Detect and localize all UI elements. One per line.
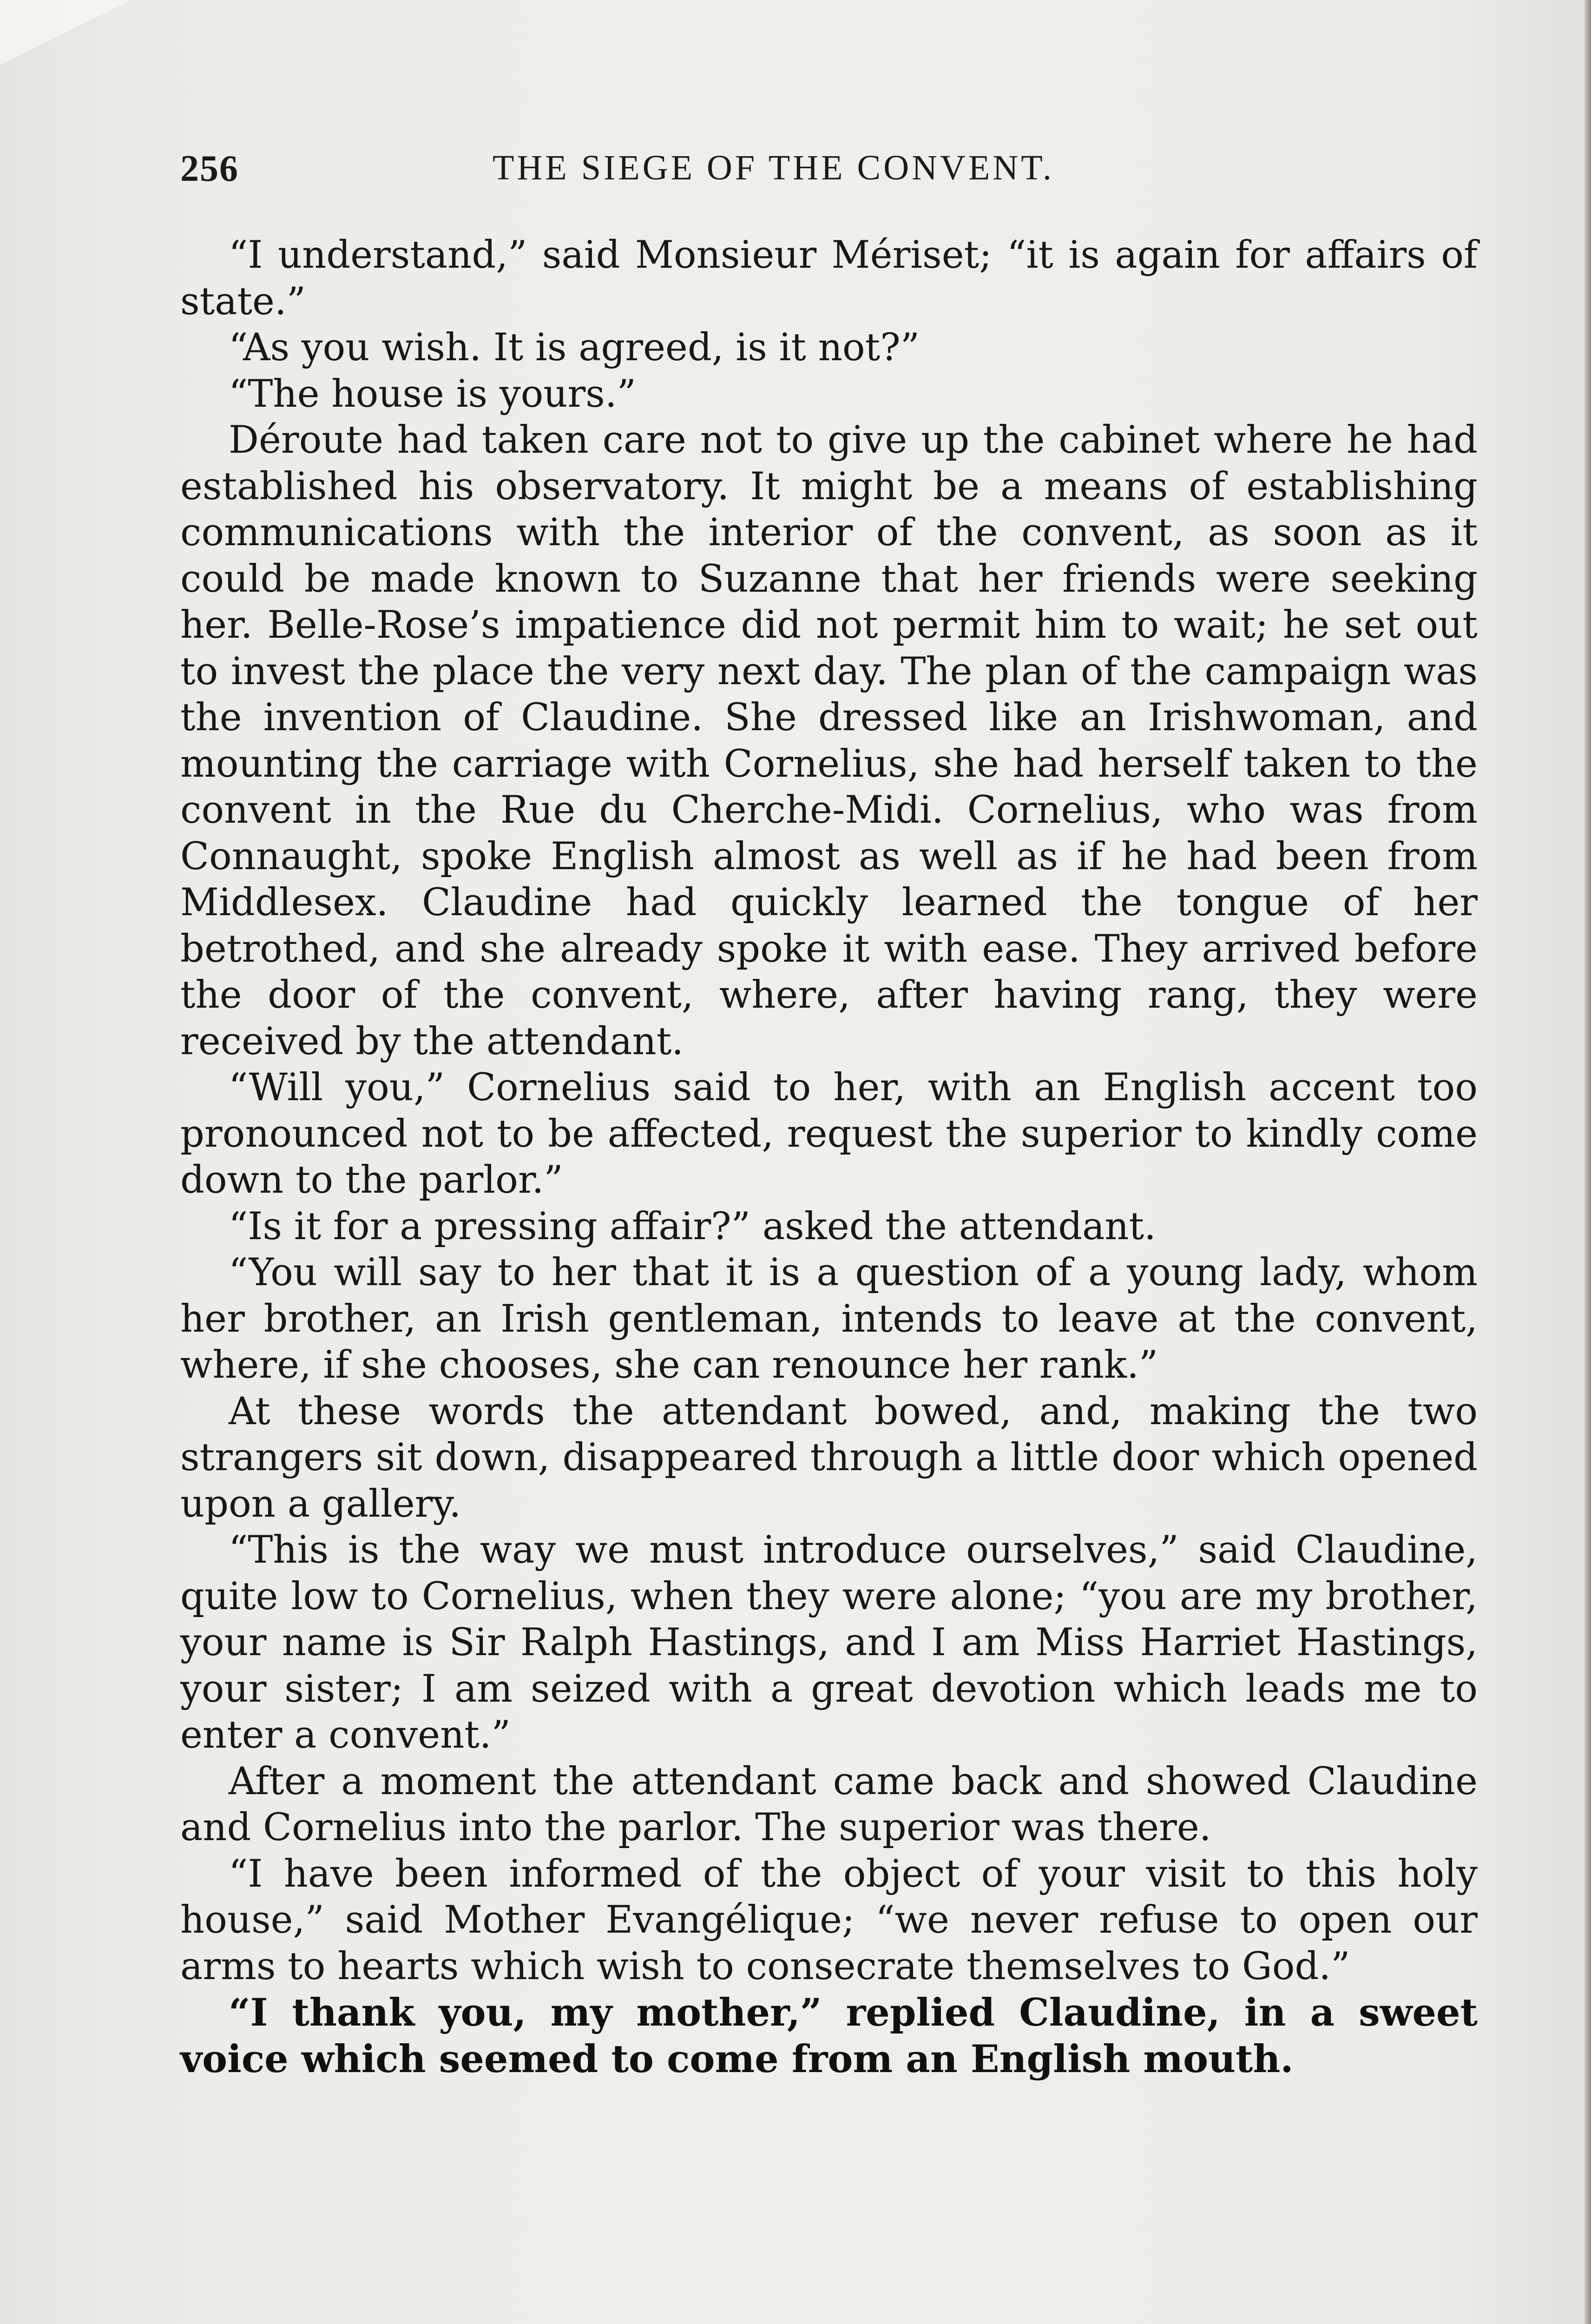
paragraph: “I thank you, my mother,” replied Claudine, in a sweet voice which seemed to come from an English mouth. — [180, 1991, 1478, 2081]
page-edge-shadow — [1584, 0, 1591, 2324]
page-number: 256 — [180, 148, 239, 189]
paragraph: “The house is yours.” — [229, 372, 636, 416]
body-text — [180, 232, 1478, 2082]
paragraph: “Will you,” Cornelius said to her, with an English accent too pronounced not to be affected, request the superior to kindly come down to the parlor.” — [180, 1066, 1478, 1202]
paragraph: “This is the way we must introduce ourselves,” said Claudine, quite low to Cornelius, when they were alone; “you are my brother, your name is Sir Ralph Hastings, and I am Miss Harriet Hastings, your sister; I am seized with a great devotion which leads me to enter a convent.” — [180, 1528, 1478, 1757]
paragraph: “As you wish. It is agreed, is it not?” — [229, 326, 920, 370]
page-corner — [0, 0, 130, 65]
paragraph: “I have been informed of the object of your visit to this holy house,” said Mother Evangélique; “we never refuse to open our arms to hearts which wish to consecrate themselves to God.” — [180, 1852, 1478, 1988]
paragraph: “Is it for a pressing affair?” asked the attendant. — [229, 1204, 1156, 1248]
running-title: THE SIEGE OF THE CONVENT. — [493, 148, 1054, 187]
paragraph: “I understand,” said Monsieur Mériset; “it is again for affairs of state.” — [180, 233, 1478, 324]
paragraph: After a moment the attendant came back and showed Claudine and Cornelius into the parlor. The superior was there. — [180, 1759, 1478, 1849]
running-head — [180, 148, 1481, 204]
paragraph: Déroute had taken care not to give up the cabinet where he had established his observatory. It might be a means of establishing communications with the interior of the convent, as soon as it could be made known to Suzanne that her friends were seeking her. Belle-Rose’s impatience did not permit him to wait; he set out to invest the place the very next day. The plan of the campaign was the invention of Claudine. She dressed like an Irishwoman, and mounting the carriage with Cornelius, she had herself taken to the convent in the Rue du Cherche-Midi. Cornelius, who was from Connaught, spoke English almost as well as if he had been from Middlesex. Claudine had quickly learned the tongue of her betrothed, and she already spoke it with ease. They arrived before the door of the convent, where, after having rang, they were received by the attendant. — [180, 418, 1478, 1063]
paragraph: “You will say to her that it is a question of a young lady, whom her brother, an Irish gentleman, intends to leave at the convent, where, if she chooses, she can renounce her rank.” — [180, 1251, 1478, 1387]
paragraph: At these words the attendant bowed, and, making the two strangers sit down, disappeared through a little door which opened upon a gallery. — [180, 1389, 1478, 1526]
